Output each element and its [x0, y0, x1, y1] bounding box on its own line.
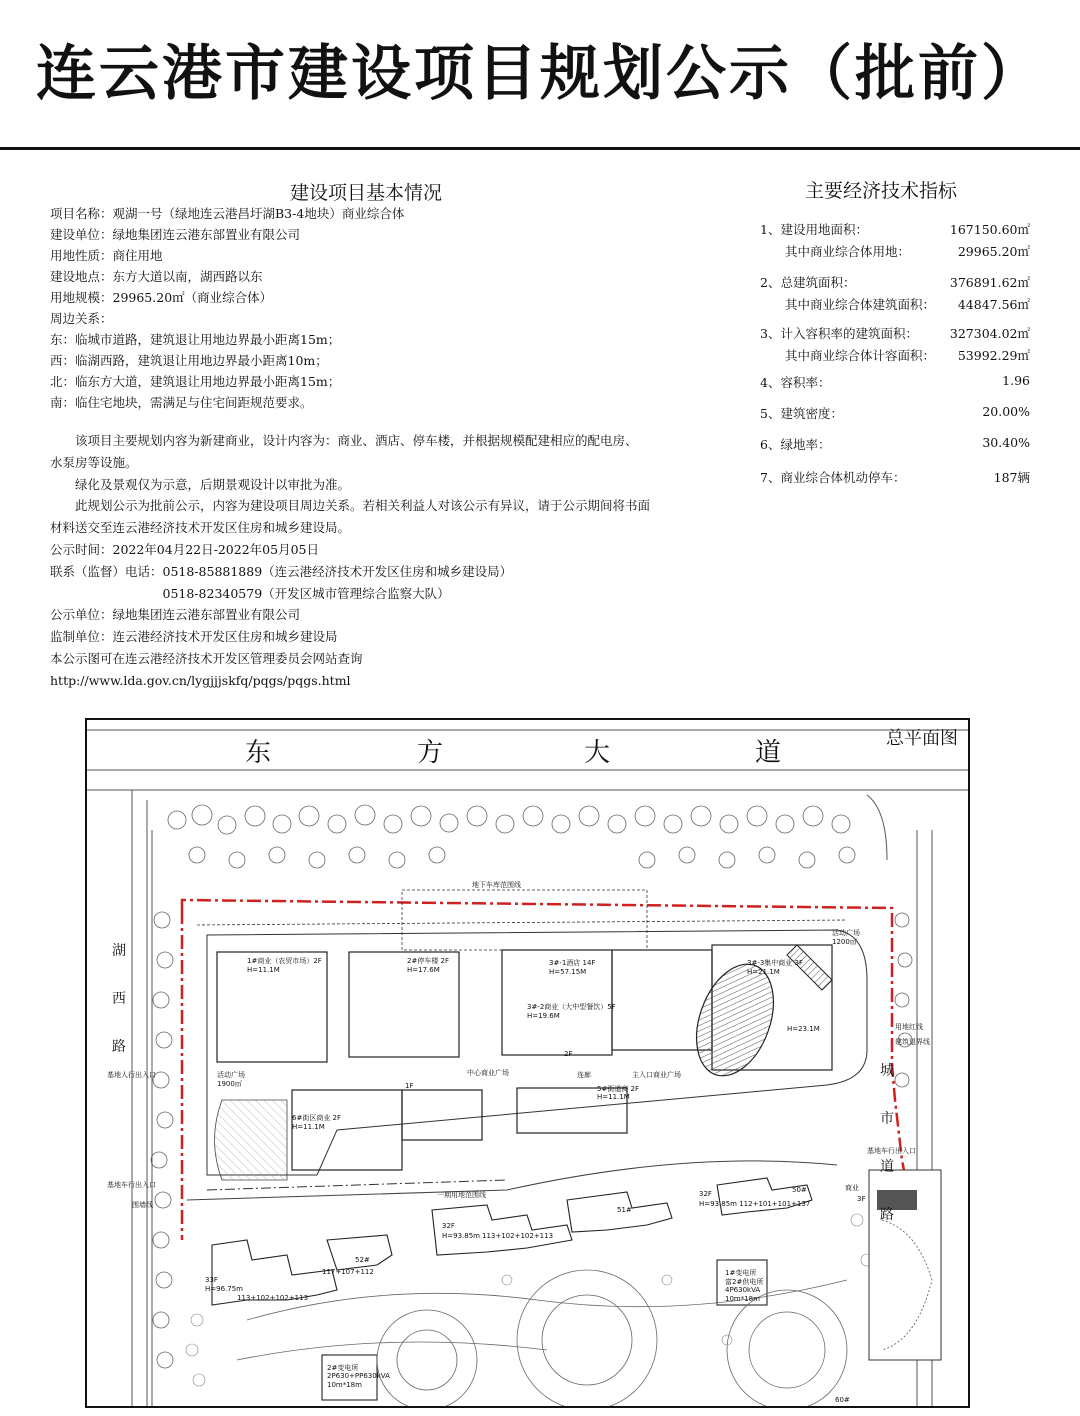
b3c-label: 3#-3集中商业 3F [747, 959, 804, 967]
tech-row [760, 373, 1030, 393]
tech-row [760, 404, 1030, 424]
tech-value: 20.00% [982, 404, 1030, 419]
basic-note-line: 监制单位：连云港经济技术开发区住房和城乡建设局 [50, 629, 338, 645]
basic-info-line: 北：临东方大道，建筑退让用地边界最小距离15m； [50, 374, 341, 389]
substation-2-capacity: 2P630+PP630kVA [327, 1372, 390, 1380]
res-51-label: 51# [617, 1206, 632, 1214]
b1-height: H=11.1M [247, 966, 280, 974]
vehicle-exit-label: 基地车行出入口 [107, 1181, 156, 1189]
north-road-char-4: 道 [755, 738, 782, 768]
basic-info-line: 用地规模：29965.20㎡（商业综合体） [50, 290, 273, 305]
activity-east-area: 1200㎡ [832, 938, 857, 946]
title-divider [0, 147, 1080, 150]
basic-note-line: http://www.lda.gov.cn/lygjjjskfq/pqgs/pqgs.html [50, 672, 351, 688]
phase1-line-label: 一期用地范围线 [437, 1191, 486, 1199]
floor-2f-label: 2F [564, 1050, 573, 1058]
basic-info-line: 西：临湖西路，建筑退让用地边界最小距离10m； [50, 353, 328, 368]
b6-height: H=11.1M [292, 1123, 325, 1131]
substation-1-label: 1#变电所 [725, 1269, 757, 1277]
tech-value: 1.96 [1002, 373, 1030, 388]
substation-2-label: 2#变电所 [327, 1364, 359, 1372]
tech-label: 其中商业综合体计容面积： [760, 348, 936, 363]
basic-note-line: 本公示图可在连云港经济技术开发区管理委员会网站查询 [50, 650, 363, 666]
site-plan [85, 718, 970, 1408]
pedestrian-entry-label: 基地人行出入口 [107, 1071, 156, 1079]
plan-title: 总平面图 [886, 728, 958, 749]
b1-label: 1#商业（农贸市场）2F [247, 957, 322, 965]
res-e-floors: 32F [699, 1190, 712, 1198]
basic-info-heading: 建设项目基本情况 [290, 182, 443, 204]
basic-note-line: 材料送交至连云港经济技术开发区住房和城乡建设局。 [50, 520, 351, 536]
tech-heading: 主要经济技术指标 [805, 180, 958, 202]
wall-line-label: 围墙线 [132, 1201, 153, 1209]
tech-label: 4、容积率： [760, 375, 831, 390]
tech-row [760, 220, 1030, 240]
east-road-char-2: 市 [880, 1111, 894, 1127]
substation-1-capacity: 4P630kVA [725, 1286, 761, 1294]
east-road-label [879, 1060, 895, 1252]
east-commercial-label: 商业 [845, 1184, 859, 1192]
res-e-dims: H=93.85m 112+101+101+137 [699, 1200, 811, 1208]
setback-label: 建筑退界线 [895, 1038, 930, 1046]
b3a-height: H=57.15M [549, 968, 587, 976]
tech-value: 187辆 [993, 470, 1030, 485]
basic-note-line: 公示时间：2022年04月22日-2022年05月05日 [50, 541, 319, 557]
res-50-label: 50# [792, 1186, 807, 1194]
tech-value: 30.40% [982, 435, 1030, 450]
entry-plaza-label: 主入口商业广场 [632, 1071, 681, 1079]
west-road-char-3: 路 [112, 1039, 126, 1055]
b3d-height: H=23.1M [787, 1025, 820, 1033]
basic-info-line: 建设单位：绿地集团连云港东部置业有限公司 [50, 227, 301, 242]
activity-east-label: 活动广场 [832, 929, 860, 937]
res-m-height: H=93.85m [442, 1232, 480, 1240]
east-vehicle-entry-label: 基地车行出入口 [867, 1147, 916, 1155]
tech-row [760, 468, 1030, 488]
basic-info-line: 用地性质：商住用地 [50, 248, 163, 263]
res-52-label: 52# [355, 1256, 370, 1264]
page-title: 连云港市建设项目规划公示（批前） [36, 39, 1044, 109]
north-road-char-3: 大 [584, 738, 611, 768]
floor-3f-label: 3F [857, 1195, 866, 1203]
tech-row [760, 346, 1030, 366]
b3b-label: 3#-2商业（大中型餐饮）5F [527, 1003, 616, 1011]
basic-note-line: 公示单位：绿地集团连云港东部置业有限公司 [50, 607, 301, 623]
b3b-height: H=19.6M [527, 1012, 560, 1020]
basic-info-line: 项目名称：观湖一号（绿地连云港昌圩湖B3-4地块）商业综合体 [50, 206, 405, 221]
res-w-floors: 33F [205, 1276, 218, 1284]
red-line-label: 用地红线 [895, 1023, 923, 1031]
b3a-label: 3#-1酒店 14F [549, 959, 596, 967]
tech-table [760, 220, 1030, 490]
b6-label: 6#街区商业 2F [292, 1114, 342, 1122]
tech-label: 其中商业综合体建筑面积： [760, 297, 936, 312]
central-plaza-label: 中心商业广场 [467, 1069, 509, 1077]
west-road-char-2: 西 [112, 991, 126, 1007]
basic-info-line: 周边关系： [50, 311, 113, 326]
res-w-dims: 113+102+102+113 [237, 1294, 309, 1302]
b3c-height: H=21.1M [747, 968, 780, 976]
b5-height: H=11.1M [597, 1093, 630, 1101]
substation-1-sub: 富2#供电所 [725, 1278, 764, 1286]
basic-note-line: 联系（监督）电话：0518-85881889（连云港经济技术开发区住房和城乡建设局） [50, 563, 513, 579]
tech-label: 6、绿地率： [760, 437, 831, 452]
building-2 [349, 952, 459, 1057]
tech-value: 44847.56㎡ [957, 297, 1030, 312]
tech-value: 167150.60㎡ [949, 222, 1030, 237]
north-road-char-2: 方 [417, 738, 444, 768]
west-road-char-1: 湖 [112, 943, 126, 959]
corridor-label: 连廊 [577, 1071, 591, 1079]
substation-1-size: 10m*18m [725, 1295, 760, 1303]
res-m-dims: 113+102+102+113 [482, 1232, 554, 1240]
tech-label: 2、总建筑面积： [760, 275, 856, 290]
building-6b [402, 1090, 482, 1140]
tech-row [760, 324, 1030, 344]
tech-value: 53992.29㎡ [957, 348, 1030, 363]
res-60-label: 60# [835, 1396, 850, 1404]
basic-info-notes [50, 430, 650, 692]
tree-row [151, 805, 912, 1368]
tech-row [760, 273, 1030, 293]
basic-info-line: 建设地点：东方大道以南，湖西路以东 [50, 269, 263, 284]
tech-row [760, 242, 1030, 262]
east-road-char-1: 城 [880, 1063, 894, 1079]
b5-label: 5#街道商 2F [597, 1085, 640, 1093]
res-w2-dims: 117+107+112 [322, 1268, 374, 1276]
basic-info-line: 南：临住宅地块，需满足与住宅间距规范要求。 [50, 395, 313, 410]
basic-note-line: 绿化及景观仅为示意，后期景观设计以审批为准。 [50, 476, 351, 492]
basic-note-line: 水泵房等设施。 [50, 454, 138, 470]
basic-info-line: 东：临城市道路，建筑退让用地边界最小距离15m； [50, 332, 341, 347]
west-road-label [111, 940, 127, 1084]
tech-row [760, 295, 1030, 315]
site-plan-drawing [87, 720, 970, 1408]
tech-value: 29965.20㎡ [957, 244, 1030, 259]
tech-label: 7、商业综合体机动停车： [760, 470, 906, 485]
garage-line-label: 地下车库范围线 [472, 881, 521, 889]
tech-row [760, 435, 1030, 455]
basic-note-line: 该项目主要规划内容为新建商业，设计内容为：商业、酒店、停车楼，并根据规模配建相应的配电房、 [50, 433, 638, 448]
b2-height: H=17.6M [407, 966, 440, 974]
b2-label: 2#停车楼 2F [407, 957, 450, 965]
east-road-char-4: 路 [880, 1207, 894, 1223]
basic-note-line: 此规划公示为批前公示，内容为建设项目周边关系。若相关利益人对该公示有异议，请于公示期间将书面 [50, 498, 651, 514]
tech-value: 327304.02㎡ [949, 326, 1030, 341]
tech-label: 3、计入容积率的建筑面积： [760, 326, 918, 341]
tech-value: 376891.62㎡ [949, 275, 1030, 290]
activity-west-area: 1900㎡ [217, 1080, 242, 1088]
basic-info-lines [50, 203, 404, 413]
tech-label: 1、建设用地面积： [760, 222, 868, 237]
res-m-floors: 32F [442, 1222, 455, 1230]
activity-west-label: 活动广场 [217, 1071, 245, 1079]
basic-note-line: 0518-82340579（开发区城市管理综合监察大队） [50, 585, 450, 601]
north-road-char-1: 东 [245, 738, 272, 768]
east-road-char-3: 道 [880, 1159, 894, 1175]
tech-label: 其中商业综合体用地： [760, 244, 911, 259]
substation-2-size: 10m*18m [327, 1381, 362, 1389]
tech-label: 5、建筑密度： [760, 406, 843, 421]
floor-1f-label: 1F [405, 1082, 414, 1090]
res-w-height: H=96.75m [205, 1285, 243, 1293]
